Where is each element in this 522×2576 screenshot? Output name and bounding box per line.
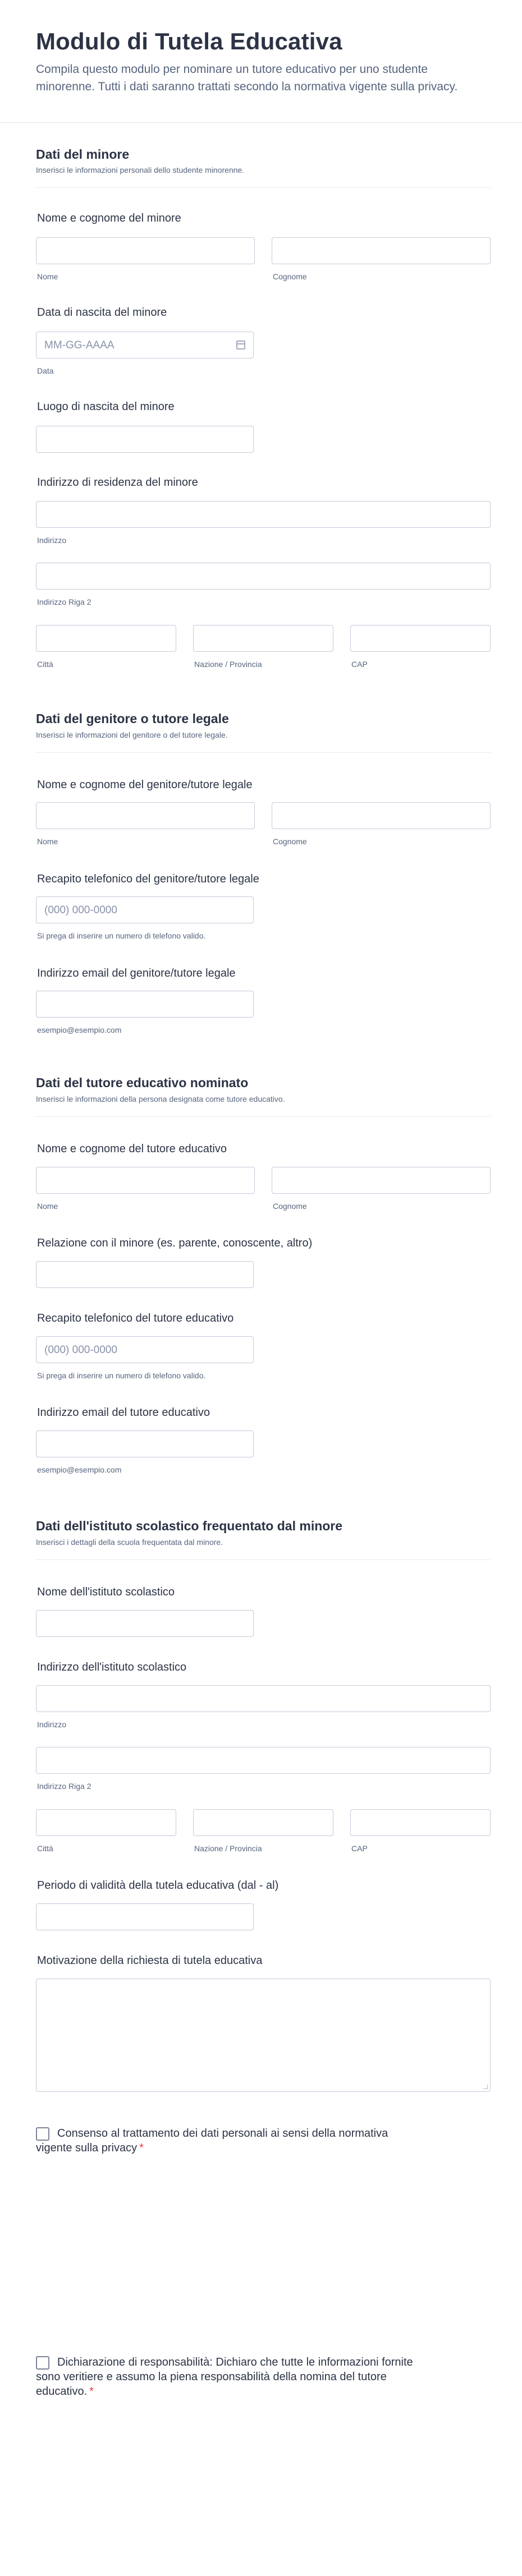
minor-name-label: Nome e cognome del minore (37, 212, 181, 224)
minor-address-line1-sublabel: Indirizzo (37, 536, 67, 545)
minor-zip-sublabel: CAP (351, 660, 368, 669)
minor-dob-label: Data di nascita del minore (37, 306, 167, 319)
header-divider (0, 122, 522, 123)
minor-birthplace-input[interactable] (36, 426, 254, 453)
parent-last-name-input[interactable] (272, 802, 491, 829)
minor-city-input[interactable] (36, 625, 176, 652)
section-title-minor: Dati del minore (36, 147, 130, 162)
section-divider (36, 187, 491, 188)
tutor-first-name-input[interactable] (36, 1167, 255, 1194)
school-province-sublabel: Nazione / Provincia (194, 1844, 262, 1853)
calendar-icon[interactable] (236, 341, 245, 349)
parent-last-name-sublabel: Cognome (273, 837, 307, 846)
parent-email-label: Indirizzo email del genitore/tutore legale (37, 967, 236, 979)
section-divider (36, 1116, 491, 1117)
section-subtitle-tutor: Inserisci le informazioni della persona designata come tutore educativo. (36, 1094, 285, 1103)
minor-address-line1-input[interactable] (36, 501, 491, 528)
school-address-line1-input[interactable] (36, 1685, 491, 1712)
minor-zip-input[interactable] (350, 625, 491, 652)
minor-first-name-input[interactable] (36, 237, 255, 264)
tutor-name-label: Nome e cognome del tutore educativo (37, 1143, 227, 1155)
minor-last-name-sublabel: Cognome (273, 272, 307, 281)
resize-handle-icon[interactable] (483, 2085, 488, 2089)
school-zip-input[interactable] (350, 1809, 491, 1836)
school-zip-sublabel: CAP (351, 1844, 368, 1853)
minor-province-input[interactable] (193, 625, 333, 652)
school-address-line2-input[interactable] (36, 1747, 491, 1774)
required-asterisk: * (139, 2142, 144, 2154)
parent-email-sublabel: esempio@esempio.com (37, 1025, 122, 1034)
tutor-relation-input[interactable] (36, 1261, 254, 1288)
privacy-consent-line1: Consenso al trattamento dei dati personali ai sensi della normativa (57, 2127, 388, 2140)
required-asterisk: * (89, 2385, 94, 2398)
minor-province-sublabel: Nazione / Provincia (194, 660, 262, 669)
school-city-input[interactable] (36, 1809, 176, 1836)
responsibility-line2: sono veritiere e assumo la piena responsabilità della nomina del tutore (36, 2371, 387, 2383)
school-province-input[interactable] (193, 1809, 333, 1836)
tutor-email-sublabel: esempio@esempio.com (37, 1465, 122, 1474)
section-divider (36, 752, 491, 753)
tutor-phone-sublabel: Si prega di inserire un numero di telefono valido. (37, 1371, 206, 1380)
minor-first-name-sublabel: Nome (37, 272, 58, 281)
form-description: Compila questo modulo per nominare un tutore educativo per uno studente minorenne. Tutti i dati saranno trattati secondo la normativa vigente sulla privacy. (36, 63, 458, 93)
section-subtitle-school: Inserisci i dettagli della scuola frequentata dal minore. (36, 1538, 223, 1547)
school-address-line2-sublabel: Indirizzo Riga 2 (37, 1782, 91, 1791)
form-title: Modulo di Tutela Educativa (36, 28, 342, 54)
responsibility-line3: educativo. (36, 2385, 88, 2398)
tutor-last-name-sublabel: Cognome (273, 1202, 307, 1211)
tutor-relation-label: Relazione con il minore (es. parente, conoscente, altro) (37, 1237, 313, 1249)
parent-email-input[interactable] (36, 991, 254, 1018)
minor-address-line2-sublabel: Indirizzo Riga 2 (37, 597, 91, 606)
tutor-email-label: Indirizzo email del tutore educativo (37, 1406, 210, 1419)
section-subtitle-parent: Inserisci le informazioni del genitore o del tutore legale. (36, 730, 228, 739)
minor-dob-sublabel: Data (37, 366, 54, 375)
school-city-sublabel: Città (37, 1844, 53, 1853)
motivation-label: Motivazione della richiesta di tutela educativa (37, 1954, 263, 1967)
responsibility-label[interactable] (36, 2355, 479, 2399)
minor-address-label: Indirizzo di residenza del minore (37, 476, 198, 489)
period-label: Periodo di validità della tutela educativa (dal - al) (37, 1879, 279, 1892)
parent-name-label: Nome e cognome del genitore/tutore legale (37, 779, 253, 791)
minor-last-name-input[interactable] (272, 237, 491, 264)
school-address-line1-sublabel: Indirizzo (37, 1720, 67, 1729)
parent-first-name-sublabel: Nome (37, 837, 58, 846)
tutor-last-name-input[interactable] (272, 1167, 491, 1194)
parent-phone-sublabel: Si prega di inserire un numero di telefono valido. (37, 931, 206, 940)
tutor-email-input[interactable] (36, 1430, 254, 1457)
phone-placeholder: (000) 000-0000 (44, 1344, 117, 1356)
minor-city-sublabel: Città (37, 660, 53, 669)
tutor-first-name-sublabel: Nome (37, 1202, 58, 1211)
privacy-consent-label[interactable] (36, 2126, 479, 2155)
section-title-tutor: Dati del tutore educativo nominato (36, 1075, 249, 1090)
school-name-input[interactable] (36, 1610, 254, 1637)
school-name-label: Nome dell'istituto scolastico (37, 1586, 175, 1598)
responsibility-line1: Dichiarazione di responsabilità: Dichiaro che tutte le informazioni fornite (57, 2356, 413, 2368)
minor-birthplace-label: Luogo di nascita del minore (37, 401, 175, 413)
school-address-label: Indirizzo dell'istituto scolastico (37, 1661, 187, 1673)
section-title-school: Dati dell'istituto scolastico frequentato dal minore (36, 1519, 343, 1533)
motivation-textarea[interactable] (36, 1979, 491, 2092)
privacy-consent-line2: vigente sulla privacy (36, 2142, 138, 2154)
minor-address-line2-input[interactable] (36, 563, 491, 590)
parent-phone-input[interactable] (36, 896, 254, 923)
parent-first-name-input[interactable] (36, 802, 255, 829)
period-input[interactable] (36, 1903, 254, 1930)
section-subtitle-minor: Inserisci le informazioni personali dello studente minorenne. (36, 165, 245, 174)
minor-dob-input[interactable] (36, 332, 254, 358)
section-title-parent: Dati del genitore o tutore legale (36, 711, 229, 726)
tutor-phone-input[interactable] (36, 1336, 254, 1363)
tutor-phone-label: Recapito telefonico del tutore educativo (37, 1312, 234, 1324)
phone-placeholder: (000) 000-0000 (44, 904, 117, 916)
dob-placeholder: MM-GG-AAAA (44, 339, 115, 351)
parent-phone-label: Recapito telefonico del genitore/tutore legale (37, 873, 259, 885)
